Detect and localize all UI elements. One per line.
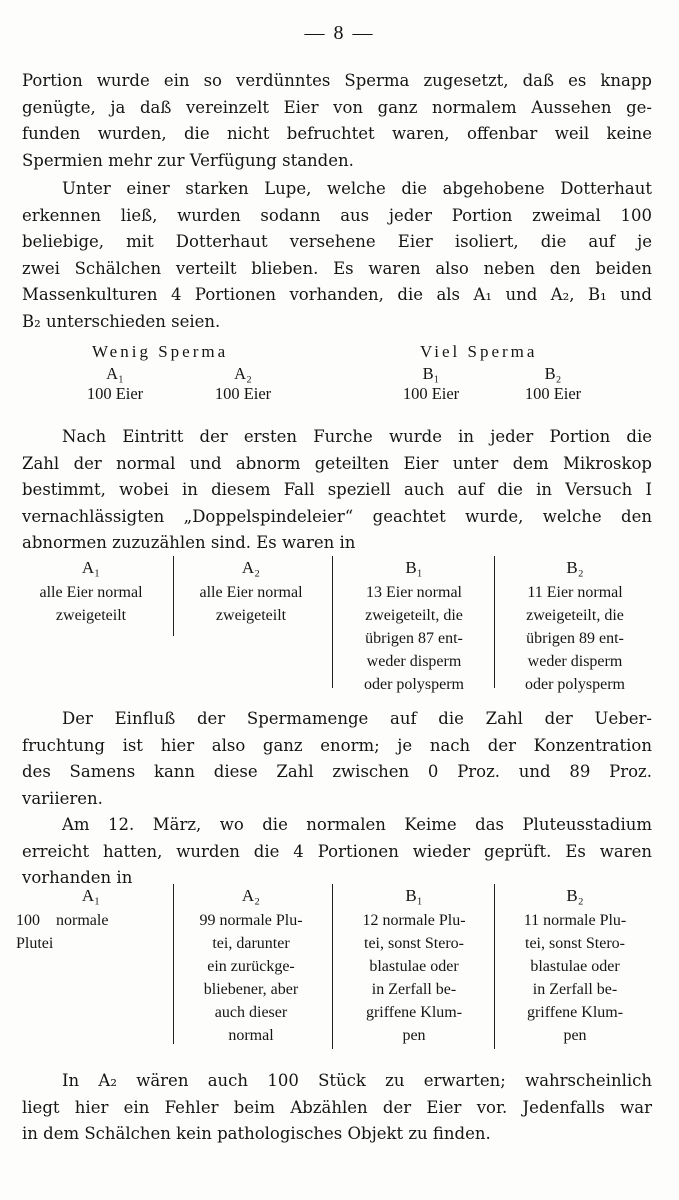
column-head: A₁ [81, 558, 101, 577]
text-line: bestimmt, wobei in diesem Fall speziell auch auf die in Versuch I [22, 480, 652, 499]
group-col-label: B₂ [544, 364, 562, 383]
group-col-count: 100 Eier [402, 384, 460, 403]
column-cell: alle Eier normal zweigeteilt [199, 584, 303, 624]
text-line: Der Einfluß der Spermamenge auf die Zahl der Ueber- [62, 709, 652, 728]
column-head: A₂ [241, 558, 261, 577]
column-head: A₁ [81, 886, 101, 905]
text-line: In A₂ wären auch 100 Stück zu erwarten; wahrscheinlich [62, 1071, 652, 1090]
group-col-b1 [376, 364, 486, 404]
table-column [336, 556, 492, 696]
text-line: genügte, ja daß vereinzelt Eier von ganz normalem Aussehen ge- [22, 97, 652, 117]
text-line: in dem Schälchen kein pathologisches Objekt zu finden. [22, 1124, 491, 1143]
column-divider [332, 556, 333, 688]
text-line: Am 12. März, wo die normalen Keime das Pluteusstadium [62, 815, 652, 834]
text-line: erkennen ließ, wurden sodann aus jeder Portion zweimal 100 [22, 205, 652, 225]
text-line: beliebige, mit Dotterhaut versehene Eier isoliert, die auf je [22, 232, 652, 251]
column-divider [173, 884, 174, 1044]
paragraph-4 [22, 706, 652, 812]
text-line: abnormen zuzuzählen sind. Es waren in [22, 533, 356, 552]
group-col-label: B₁ [422, 364, 440, 383]
table-column [16, 556, 166, 627]
column-cell: 13 Eier normal zweigeteilt, die übrigen 87 ent- weder disperm oder polysperm [364, 584, 464, 693]
column-head: B₁ [405, 558, 423, 577]
group-col-count: 100 Eier [524, 384, 582, 403]
column-head: B₂ [566, 558, 584, 577]
group-col-label: A₂ [234, 364, 252, 383]
page-number: — 8 — [304, 22, 375, 44]
text-line: erreicht hatten, wurden die 4 Portionen wieder geprüft. Es waren [22, 841, 652, 861]
column-cell: alle Eier normal zweigeteilt [39, 584, 143, 624]
column-cell: 12 normale Plu- tei, sonst Stero- blastulae oder in Zerfall be- griffene Klum- pen [362, 912, 466, 1044]
table-column [498, 556, 652, 696]
table-cleavage-results [16, 556, 652, 696]
column-head: A₂ [241, 886, 261, 905]
group-col-count: 100 Eier [214, 384, 272, 403]
text-line: Unter einer starken Lupe, welche die abgehobene Dotterhaut [62, 179, 652, 198]
paragraph-5 [22, 812, 652, 892]
column-divider [494, 884, 495, 1049]
group-label-wenig: Wenig Sperma [92, 342, 229, 361]
text-line: B₂ unterschieden seien. [22, 311, 221, 331]
text-line: zwei Schälchen verteilt blieben. Es waren also neben den beiden [22, 258, 652, 278]
table-column [176, 884, 326, 1047]
table-column [498, 884, 652, 1047]
column-divider [332, 884, 333, 1049]
paragraph-2 [22, 176, 652, 335]
column-cell: 11 normale Plu- tei, sonst Stero- blastulae oder in Zerfall be- griffene Klum- pen [523, 912, 627, 1044]
column-cell: 100 normale Plutei [16, 912, 109, 952]
text-line: des Samens kann diese Zahl zwischen 0 Proz. und 89 Proz. [22, 762, 652, 781]
column-cell: 99 normale Plu- tei, darunter ein zurückge- bliebener, aber auch dieser normal [199, 912, 303, 1044]
text-line: Portion wurde ein so verdünntes Sperma zugesetzt, daß es knapp [22, 71, 652, 90]
text-line: liegt hier ein Fehler beim Abzählen der Eier vor. Jedenfalls war [22, 1097, 652, 1117]
text-line: variieren. [22, 788, 103, 808]
group-label-viel: Viel Sperma [420, 342, 538, 361]
group-col-b2 [498, 364, 608, 404]
table-column [16, 884, 166, 955]
paragraph-3 [22, 424, 652, 557]
table-column [176, 556, 326, 627]
group-col-label: A₁ [106, 364, 124, 383]
text-line: Zahl der normal und abnorm geteilten Eier unter dem Mikroskop [22, 453, 652, 473]
column-head: B₁ [405, 886, 423, 905]
text-line: Nach Eintritt der ersten Furche wurde in jeder Portion die [62, 427, 652, 446]
table-column [336, 884, 492, 1047]
column-divider [173, 556, 174, 636]
text-line: vernachlässigten „Doppelspindeleier“ geachtet wurde, welche den [22, 506, 652, 526]
table-pluteus-results [16, 884, 652, 1054]
group-col-a2 [188, 364, 298, 404]
paragraph-1 [22, 68, 652, 174]
text-line: Massenkulturen 4 Portionen vorhanden, die als A₁ und A₂, B₁ und [22, 285, 652, 304]
text-line: fruchtung ist hier also ganz enorm; je nach der Konzentration [22, 735, 652, 755]
text-line: Spermien mehr zur Verfügung standen. [22, 150, 354, 170]
group-col-count: 100 Eier [86, 384, 144, 403]
column-head: B₂ [566, 886, 584, 905]
paragraph-6 [22, 1068, 652, 1148]
text-line: funden wurden, die nicht befruchtet waren, offenbar weil keine [22, 124, 652, 143]
column-cell: 11 Eier normal zweigeteilt, die übrigen 89 ent- weder disperm oder polysperm [525, 584, 625, 693]
group-col-a1 [60, 364, 170, 404]
text-line: vorhanden in [22, 868, 133, 887]
column-divider [494, 556, 495, 688]
